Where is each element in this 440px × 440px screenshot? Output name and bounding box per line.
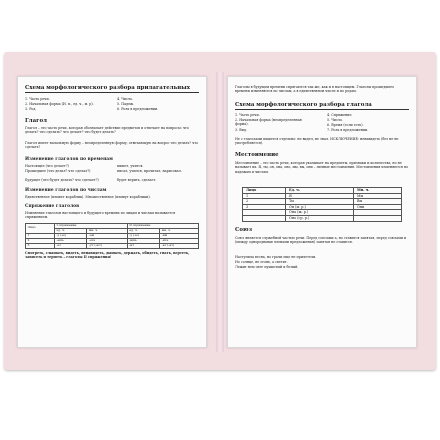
pronoun-table — [242, 187, 402, 222]
pron-cell: Вы — [354, 199, 402, 205]
future-tense-note: Глаголы в будущем времени спрягаются так же, как и в настоящем. Глаголы прошедшего времени изменяются по числам, а в единственном числе и по родам. — [235, 85, 395, 94]
conj-cell: 2 — [26, 238, 55, 243]
adj-item: 4. Число. — [117, 97, 133, 101]
pron-cell: 1 — [243, 193, 286, 199]
table-row — [243, 215, 402, 221]
conj-header: I спряжение — [55, 224, 128, 229]
adj-item: 5. Падеж. — [117, 102, 135, 106]
conj-cell: -ите — [160, 238, 199, 243]
tense-row — [25, 169, 199, 174]
conj-subheader: ед. ч. — [127, 228, 159, 233]
adj-item: 2. Начальная форма (И. п., ед. ч., м. р). — [25, 102, 94, 106]
pron-cell: 3 — [243, 204, 286, 210]
conj-cell: -у (-ю) — [55, 233, 87, 238]
union-title: Союз — [235, 227, 253, 233]
tense-name: Настоящее (что делает?) — [25, 164, 69, 168]
pron-cell: Он (м. р.) — [286, 204, 354, 210]
verb-scheme-item: 7. Роль в предложении. — [327, 128, 369, 132]
conj-cell: -у (-ю) — [127, 233, 159, 238]
union-example: Но солнце, не огонь, а светит. — [235, 260, 288, 264]
table-row — [26, 243, 199, 248]
verb-scheme-title: Схема морфологического разбора глагола — [235, 102, 372, 108]
union-example: Наступила весна, но грачи еще не прилетели. — [235, 255, 317, 259]
conj-cell: -ишь — [127, 238, 159, 243]
verb-scheme-item: 1. Часть речи. — [235, 113, 260, 117]
adj-item: 1. Часть речи. — [25, 97, 50, 101]
pron-cell: Мы — [354, 193, 402, 199]
divider — [235, 109, 409, 110]
adj-item: 6. Роль в предложении. — [117, 107, 159, 111]
adj-row — [25, 107, 199, 112]
conj-cell: -ете — [87, 238, 127, 243]
verb-scheme-item: 3. Вид. — [235, 128, 247, 132]
tense-example: писал, учился, прочитал, нарисовал. — [117, 169, 182, 173]
tense-name: Будущее (что будет делать? что сделает?) — [25, 178, 99, 182]
book-spine — [216, 72, 224, 352]
verb-scheme-item: 6. Время (если есть). — [327, 123, 364, 127]
pron-header: Лицо — [243, 188, 286, 194]
conj-subheader: ед. ч. — [55, 228, 87, 233]
conj-cell: -им — [160, 233, 199, 238]
pron-cell: Они — [354, 204, 402, 210]
conjugation-title: Спряжение глаголов — [25, 204, 80, 209]
conjugation-exceptions: Смотреть, слышать, видеть, ненавидеть, дышать, держать, обидеть, гнать, вертеть, зависеть и терпеть – глаголы II спряжения! — [25, 251, 190, 260]
conjugation-table — [25, 223, 199, 249]
numbers-title: Изменение глаголов по числам — [25, 188, 107, 193]
pron-cell — [243, 215, 286, 221]
verb-scheme-item: 2. Начальная форма (неопределенная форма). — [235, 118, 302, 127]
numbers-text: Единственное (плывет кораблик). Множественное (плывут кораблики). — [25, 195, 151, 199]
pron-cell: 2 — [243, 199, 286, 205]
right-page — [227, 76, 417, 348]
conj-cell: -ет — [55, 243, 87, 248]
conj-cell: -ут (-ют) — [87, 243, 127, 248]
conj-cell: -ешь — [55, 238, 87, 243]
pron-cell: Оно (ср. р.) — [286, 215, 354, 221]
verb-title: Глагол — [25, 118, 48, 124]
tense-row — [25, 178, 199, 183]
tense-name: Прошедшее (что делал? что сделал?) — [25, 169, 91, 173]
pron-cell — [354, 215, 402, 221]
conj-cell: 3 — [26, 243, 55, 248]
adj-item: 3. Род. — [25, 107, 37, 111]
pron-header: Мн. ч. — [354, 188, 402, 194]
union-example: Лежит нем снег пушистый и белый. — [235, 265, 299, 269]
verb-scheme-row — [235, 128, 409, 133]
tense-example: пишет, учится. — [117, 164, 144, 168]
conj-subheader: мн. ч. — [160, 228, 199, 233]
conj-header: II спряжение — [127, 224, 198, 229]
tenses-title: Изменение глаголов по временам — [25, 157, 113, 162]
pron-cell: Я — [286, 193, 354, 199]
union-text: Союз является служебной частью речи. Перед союзами а, но ставится запятая, перед союзами и (между однородными членами предложения) запятая не ставится. — [235, 236, 407, 245]
conj-subheader: мн. ч. — [87, 228, 127, 233]
pronoun-title: Местоимение — [235, 152, 279, 158]
tense-example: будет верить, сделает. — [117, 178, 157, 182]
verb-scheme-item: 5. Число. — [327, 118, 343, 122]
conj-cell: -ат (-ят) — [160, 243, 199, 248]
conj-header: Лицо — [26, 224, 55, 234]
pron-cell: Ты — [286, 199, 354, 205]
pronoun-text: Местоимение – это часть речи, которая указывает на предметы, признаки и количества, но не называет их. Я, ты, он, она, оно, мы, вы, они – личные местоимения. Местоимения изменяются по падежам и числам. — [235, 161, 409, 174]
divider — [25, 92, 199, 93]
verb-initial-form: Глагол имеет начальную форму – неопределенную форму, отвечающую на вопрос что делать? что сделать? — [25, 141, 199, 150]
pron-header: Ед. ч. — [286, 188, 354, 194]
verb-scheme-item: 4. Спряжение. — [327, 113, 353, 117]
conjugation-text: Изменение глаголов настоящего и будущего времени по лицам и числам называется спряжением. — [25, 211, 176, 220]
conj-cell: -ит — [127, 243, 159, 248]
ne-rule: Не с глаголами пишется отдельно: не видел, не знал. ИСКЛЮЧЕНИЕ: ненавидеть (без не не употребляется). — [235, 137, 399, 146]
pron-cell: Она (ж. р.) — [286, 210, 354, 216]
left-page — [17, 76, 207, 348]
verb-definition: Глагол – это часть речи, которая обозначает действие предметов и отвечает на вопросы: что делать? что сделать? что делает? что будет делать? — [25, 126, 189, 135]
conj-cell: -ем — [87, 233, 127, 238]
conj-cell: 1 — [26, 233, 55, 238]
adj-scheme-title: Схема морфологического разбора прилагательных — [25, 85, 190, 91]
